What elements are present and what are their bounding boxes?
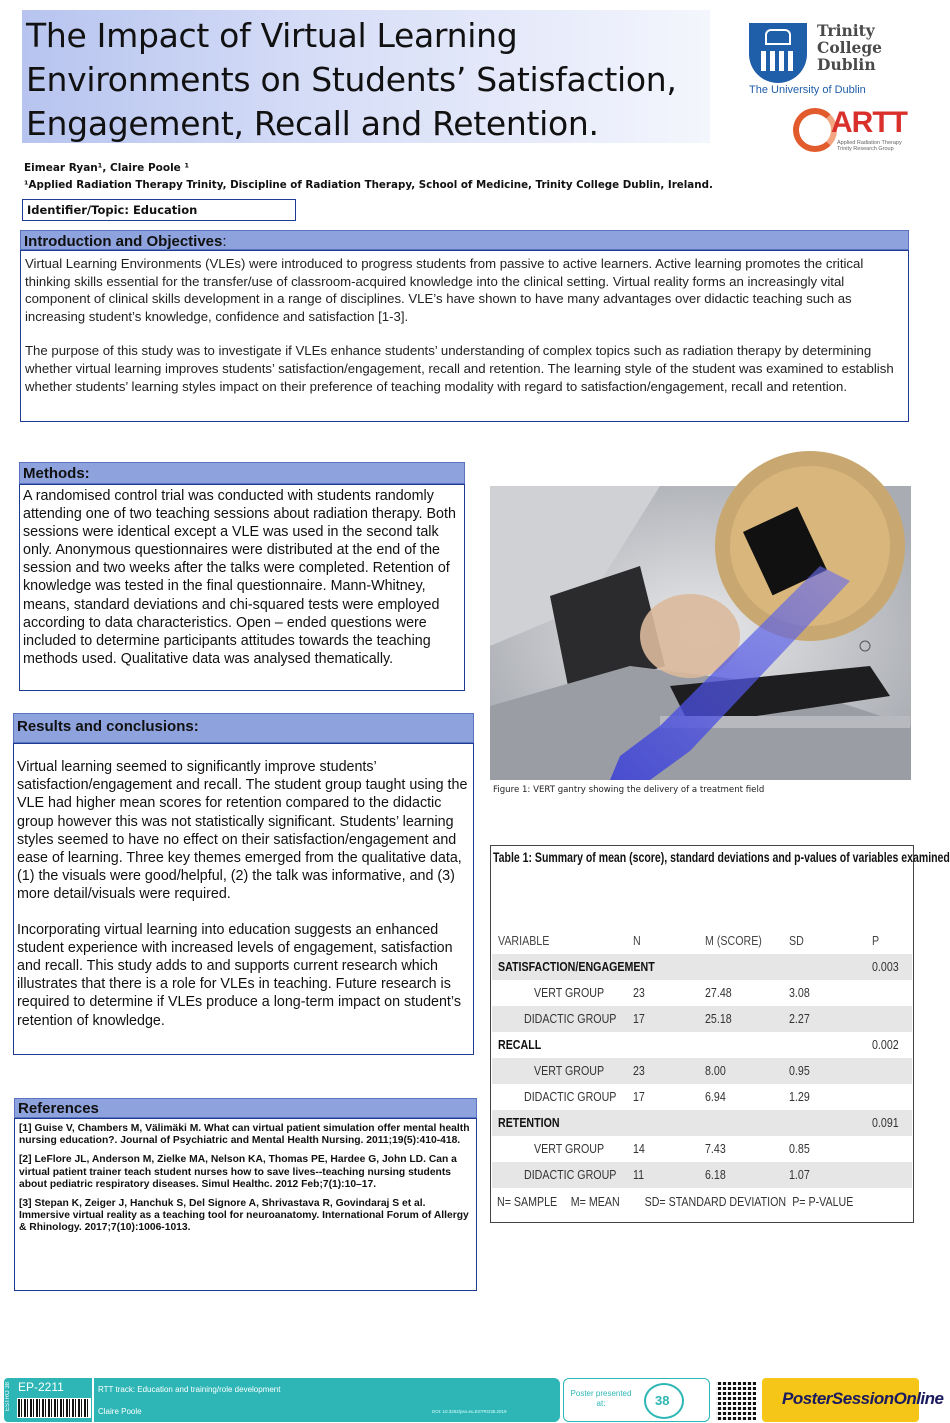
footer-doi: DOI: 10.3252/pso.eu.ESTRO38.2019 xyxy=(432,1409,507,1414)
table-note: N= SAMPLE xyxy=(497,1194,558,1209)
table-header-row xyxy=(492,928,912,954)
table-row xyxy=(492,954,912,980)
poster-id: EP-2211 xyxy=(18,1380,64,1394)
table-cell: 1.07 xyxy=(789,1167,810,1182)
presented-label: Poster presented at: xyxy=(570,1389,632,1408)
presented-at-block xyxy=(563,1378,710,1422)
footer-author: Claire Poole xyxy=(98,1407,142,1416)
table-cell: RECALL xyxy=(498,1037,542,1052)
table-row xyxy=(492,1084,912,1110)
estro-logo-icon: 38 xyxy=(644,1383,684,1419)
table-cell: DIDACTIC GROUP xyxy=(524,1089,617,1104)
table-title: Table 1: Summary of mean (score), standard deviations and p-values of variables examined xyxy=(493,850,950,865)
table-row xyxy=(492,1110,912,1136)
barcode-icon xyxy=(17,1398,91,1418)
table-note: P= P-VALUE xyxy=(792,1194,854,1209)
tcd-name: Trinity College Dublin xyxy=(817,21,883,74)
table-row xyxy=(492,1058,912,1084)
table-cell: 0.003 xyxy=(872,959,899,974)
tcd-shield-icon xyxy=(749,23,807,83)
table-cell: RETENTION xyxy=(498,1115,560,1130)
table-row xyxy=(492,1006,912,1032)
table-cell: M (SCORE) xyxy=(705,933,762,948)
table-cell: 17 xyxy=(633,1011,645,1026)
vert-gantry-image xyxy=(490,486,911,780)
table-cell: P xyxy=(872,933,880,948)
table-cell: 27.48 xyxy=(705,985,732,1000)
footer-info-block xyxy=(94,1378,560,1422)
table-cell: 3.08 xyxy=(789,985,810,1000)
table-body xyxy=(492,928,912,1188)
references-box xyxy=(14,1118,477,1291)
table-cell: 23 xyxy=(633,1063,645,1078)
table-cell: 7.43 xyxy=(705,1141,726,1156)
intro-paragraph-1: Virtual Learning Environments (VLEs) were introduced to progress students from passive to active learners. Active learning promotes the critical thinking skills essential for the transfer/use of classroom-acquired knowledge into the clinical setting. Virtual reality forms an increasingly vital component of clinical skills development in a range of disciplines. VLE’s have shown to have many advantages over didactic teaching such as increasing student’s knowledge, confidence and satisfaction [1-3]. xyxy=(25,256,864,324)
table-cell: DIDACTIC GROUP xyxy=(524,1167,617,1182)
table-cell: 6.18 xyxy=(705,1167,726,1182)
reference-item: [3] Stepan K, Zeiger J, Hanchuk S, Del Signore A, Shrivastava R, Govindaraj S et al. Immersive virtual reality as a teaching tool for neuroanatomy. International Forum of Allergy & Rhinology. 2017;7(10):1006-1013. xyxy=(19,1198,469,1234)
title-banner xyxy=(22,10,710,143)
table-cell: 6.94 xyxy=(705,1089,726,1104)
tcd-logo xyxy=(746,20,896,100)
reference-item: [2] LeFlore JL, Anderson M, Zielke MA, Nelson KA, Thomas PE, Hardee G, John LD. Can a virtual patient trainer teach student nurses how to save lives--teaching nursing students about pediatric respiratory diseases. Simul Healthc. 2012 Feb;7(1):10–17. xyxy=(19,1154,457,1190)
methods-text: A randomised control trial was conducted with students randomly attending one of two teaching sessions about radiation therapy. Both sessions were identical except a VLE was used in the second talk only. Anonymous questionnaires were distributed at the end of the session and two weeks after the talks were completed. Retention of knowledge was tested in the final questionnaire. Mann-Whitney, means, standard deviations and chi-squared tests were employed according to data characteristics. Open – ended questions were included to determine participants attitudes towards the teaching methods used. Qualitative data was analysed thematically. xyxy=(23,488,456,667)
figure-caption: Figure 1: VERT gantry showing the delivery of a treatment field xyxy=(493,785,765,795)
table-cell: 0.95 xyxy=(789,1063,810,1078)
results-heading: Results and conclusions: xyxy=(13,713,474,743)
references-heading: References xyxy=(14,1098,477,1118)
table-cell: N xyxy=(633,933,641,948)
footer xyxy=(0,1376,944,1423)
table-cell: VARIABLE xyxy=(498,933,550,948)
footer-track: RTT track: Education and training/role development xyxy=(98,1385,281,1394)
table-note: M= MEAN xyxy=(570,1194,620,1209)
table-note: SD= STANDARD DEVIATION xyxy=(644,1194,787,1209)
intro-paragraph-2: The purpose of this study was to investigate if VLEs enhance students’ understanding of complex topics such as radiation therapy by determining whether virtual learning improves students’ satisfaction/engagement, recall and retention. The learning style of the student was examined to establish whether students’ learning styles impact on their preference of teaching modality with regard to satisfaction/engagement, recall and retention. xyxy=(25,343,894,394)
results-paragraph-2: Incorporating virtual learning into education suggests an enhanced student experience with increased levels of engagement, satisfaction and recall. This study adds to and supports current research which illustrates that there is a role for VLEs in teaching. Future research is required to determine if VLEs produce a long-term impact on student’s retention of knowledge. xyxy=(17,921,461,1029)
results-paragraph-1: Virtual learning seemed to significantly improve students’ satisfaction/engagement and recall. The student group taught using the VLE had higher mean scores for retention compared to the didactic group however this was not statistically significant. Students’ learning styles seemed to have no effect on their satisfaction/engagement and ease of learning. Three key themes emerged from the qualitative data, (1) the visuals were good/helpful, (2) the talk was informative, and (3) more detail/visuals were required. xyxy=(17,759,468,903)
table-cell: 17 xyxy=(633,1089,645,1104)
table-cell: 25.18 xyxy=(705,1011,732,1026)
table-cell: SATISFACTION/ENGAGEMENT xyxy=(498,959,655,974)
results-box xyxy=(13,743,474,1055)
results-table xyxy=(490,845,950,1223)
artt-tagline: Applied Radiation Therapy Trinity Research Group xyxy=(837,140,902,152)
qr-code-icon[interactable] xyxy=(716,1380,756,1420)
artt-logo xyxy=(793,106,907,162)
poster-title: The Impact of Virtual Learning Environments on Students’ Satisfaction, Engagement, Recall and Retention. xyxy=(26,16,677,143)
reference-item: [1] Guise V, Chambers M, Välimäki M. What can virtual patient simulation offer mental health nursing education?. Journal of Psychiatric and Mental Health Nursing. 2011;19(5):410-418. xyxy=(19,1123,470,1147)
table-row xyxy=(492,980,912,1006)
table-cell: 1.29 xyxy=(789,1089,810,1104)
affiliation: ¹Applied Radiation Therapy Trinity, Discipline of Radiation Therapy, School of Medicine, Trinity College Dublin, Ireland. xyxy=(24,179,713,191)
table-cell: 8.00 xyxy=(705,1063,726,1078)
table-cell: 0.002 xyxy=(872,1037,899,1052)
table-row xyxy=(492,1136,912,1162)
table-cell: 0.091 xyxy=(872,1115,899,1130)
table-cell: 2.27 xyxy=(789,1011,810,1026)
table-row xyxy=(492,1162,912,1188)
table-cell: DIDACTIC GROUP xyxy=(524,1011,617,1026)
table-cell: VERT GROUP xyxy=(534,985,605,1000)
intro-box xyxy=(20,250,909,422)
table-cell: 0.85 xyxy=(789,1141,810,1156)
table-cell: 14 xyxy=(633,1141,645,1156)
footer-id-block xyxy=(4,1378,92,1422)
table-cell: 11 xyxy=(633,1167,645,1182)
postersessiononline-logo[interactable]: PosterSessionOnline xyxy=(762,1378,919,1422)
table-row xyxy=(492,1032,912,1058)
artt-wordmark: ARTT xyxy=(831,106,907,139)
methods-heading: Methods: xyxy=(19,462,465,484)
topic-box: Identifier/Topic: Education xyxy=(22,199,296,221)
authors: Eimear Ryan¹, Claire Poole ¹ xyxy=(24,162,190,174)
table-cell: VERT GROUP xyxy=(534,1063,605,1078)
footer-vertical-code: ESTRO 38 xyxy=(5,1382,11,1412)
table-cell: SD xyxy=(789,933,804,948)
table-cell: VERT GROUP xyxy=(534,1141,605,1156)
methods-box xyxy=(19,484,465,691)
vert-gantry-figure xyxy=(490,486,911,780)
tcd-subtitle: The University of Dublin xyxy=(749,84,866,96)
table-cell: 23 xyxy=(633,985,645,1000)
intro-heading: Introduction and Objectives: xyxy=(20,230,909,250)
